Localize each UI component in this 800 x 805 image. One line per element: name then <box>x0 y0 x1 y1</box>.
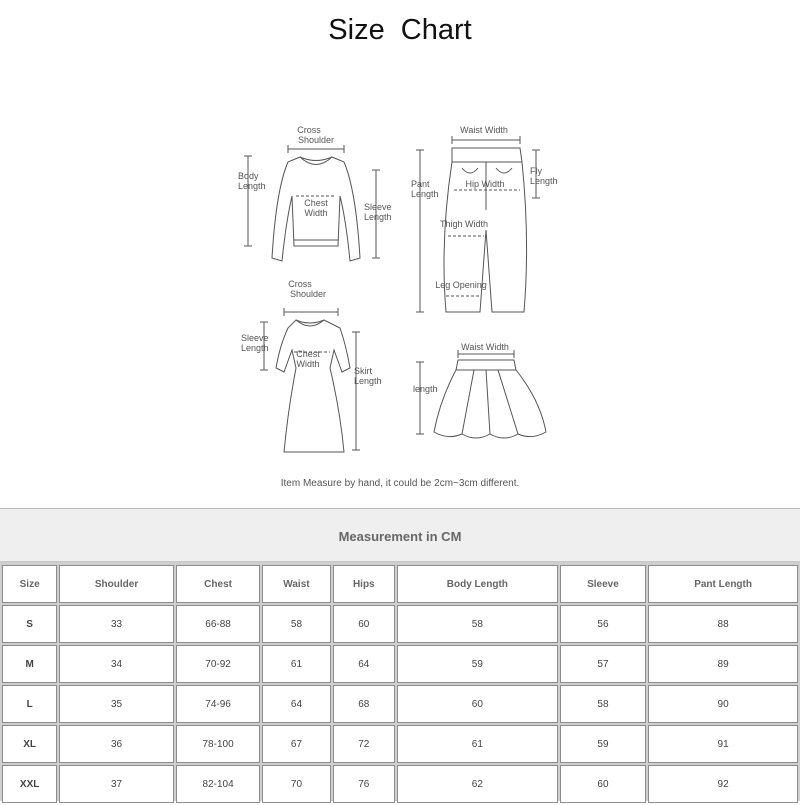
skirt-length-line <box>416 362 424 434</box>
measurement-diagram <box>0 100 800 500</box>
pants-waist-width-line <box>452 136 520 144</box>
top-chest-width-label-1: Chest <box>304 198 328 208</box>
header-size: Size <box>2 565 57 603</box>
shoulder-cell: 35 <box>59 685 174 723</box>
header-sleeve: Sleeve <box>560 565 646 603</box>
shoulder-cell: 34 <box>59 645 174 683</box>
skirt-waist-width-label: Waist Width <box>461 342 509 352</box>
table-row <box>2 645 798 683</box>
top-sleeve-length-label-2: Length <box>364 212 392 222</box>
pants-waist-width-label: Waist Width <box>460 125 508 135</box>
size-table <box>0 563 800 805</box>
pants-length-label-1: Pant <box>411 179 430 189</box>
top-body-length-label-1: Body <box>238 171 259 181</box>
skirt-illustration <box>434 360 546 438</box>
body-length-cell: 59 <box>397 645 558 683</box>
top-cross-shoulder-line <box>288 145 344 153</box>
dress-skirt-length-label-1: Skirt <box>354 366 372 376</box>
waist-cell: 58 <box>262 605 330 643</box>
top-sleeve-length-label-1: Sleeve <box>364 202 392 212</box>
chest-cell: 78-100 <box>176 725 260 763</box>
pant-length-cell: 88 <box>648 605 798 643</box>
top-cross-shoulder-label-1: Cross <box>297 125 321 135</box>
hips-cell: 68 <box>333 685 395 723</box>
shoulder-cell: 33 <box>59 605 174 643</box>
chest-cell: 70-92 <box>176 645 260 683</box>
hips-cell: 72 <box>333 725 395 763</box>
sleeve-cell: 60 <box>560 765 646 803</box>
size-table-panel <box>0 508 800 801</box>
waist-cell: 64 <box>262 685 330 723</box>
body-length-cell: 61 <box>397 725 558 763</box>
pant-length-cell: 92 <box>648 765 798 803</box>
chest-cell: 74-96 <box>176 685 260 723</box>
measurement-note: Item Measure by hand, it could be 2cm~3cm different. <box>280 478 520 489</box>
top-body-length-line <box>244 156 252 246</box>
size-cell: XXL <box>2 765 57 803</box>
size-cell: S <box>2 605 57 643</box>
dress-sleeve-length-label-2: Length <box>241 343 269 353</box>
pants-leg-opening-label: Leg Opening <box>435 280 487 290</box>
table-header-row <box>2 565 798 603</box>
pants-fly-length-label-1: Fly <box>530 166 542 176</box>
table-row <box>2 685 798 723</box>
dress-cross-shoulder-label-1: Cross <box>288 279 312 289</box>
pants-length-line <box>416 150 424 312</box>
hips-cell: 60 <box>333 605 395 643</box>
pant-length-cell: 91 <box>648 725 798 763</box>
top-chest-width-label-2: Width <box>304 208 328 218</box>
size-cell: L <box>2 685 57 723</box>
dress-skirt-length-label-2: Length <box>354 376 382 386</box>
header-pant-length: Pant Length <box>648 565 798 603</box>
body-length-cell: 58 <box>397 605 558 643</box>
header-chest: Chest <box>176 565 260 603</box>
chest-cell: 66-88 <box>176 605 260 643</box>
skirt-length-label: length <box>413 384 438 394</box>
table-row <box>2 605 798 643</box>
pant-length-cell: 89 <box>648 645 798 683</box>
waist-cell: 70 <box>262 765 330 803</box>
chest-cell: 82-104 <box>176 765 260 803</box>
dress-chest-width-label-1: Chest <box>296 349 320 359</box>
hips-cell: 76 <box>333 765 395 803</box>
dress-skirt-length-line <box>352 332 360 450</box>
dress-sleeve-length-label-1: Sleeve <box>241 333 269 343</box>
body-length-cell: 62 <box>397 765 558 803</box>
dress-cross-shoulder-line <box>284 308 338 316</box>
header-body-length: Body Length <box>397 565 558 603</box>
sleeve-cell: 59 <box>560 725 646 763</box>
pants-thigh-width-label: Thigh Width <box>439 219 489 229</box>
dress-chest-width-label-2: Width <box>296 359 320 369</box>
pants-hip-width-label: Hip Width <box>465 179 505 189</box>
pants-fly-length-label-2: Length <box>530 176 558 186</box>
page-title: Size Chart <box>328 14 472 46</box>
waist-cell: 61 <box>262 645 330 683</box>
waist-cell: 67 <box>262 725 330 763</box>
body-length-cell: 60 <box>397 685 558 723</box>
hips-cell: 64 <box>333 645 395 683</box>
dress-illustration <box>276 320 350 452</box>
top-cross-shoulder-label-2: Shoulder <box>297 135 335 145</box>
pant-length-cell: 90 <box>648 685 798 723</box>
header-waist: Waist <box>262 565 330 603</box>
sleeve-cell: 56 <box>560 605 646 643</box>
shoulder-cell: 36 <box>59 725 174 763</box>
header-hips: Hips <box>333 565 395 603</box>
size-cell: M <box>2 645 57 683</box>
table-row <box>2 765 798 803</box>
sleeve-cell: 57 <box>560 645 646 683</box>
size-cell: XL <box>2 725 57 763</box>
shoulder-cell: 37 <box>59 765 174 803</box>
header-shoulder: Shoulder <box>59 565 174 603</box>
table-row <box>2 725 798 763</box>
top-body-length-label-2: Length <box>238 181 266 191</box>
sleeve-cell: 58 <box>560 685 646 723</box>
pants-length-label-2: Length <box>411 189 439 199</box>
table-caption: Measurement in CM <box>0 509 800 562</box>
dress-cross-shoulder-label-2: Shoulder <box>289 289 327 299</box>
